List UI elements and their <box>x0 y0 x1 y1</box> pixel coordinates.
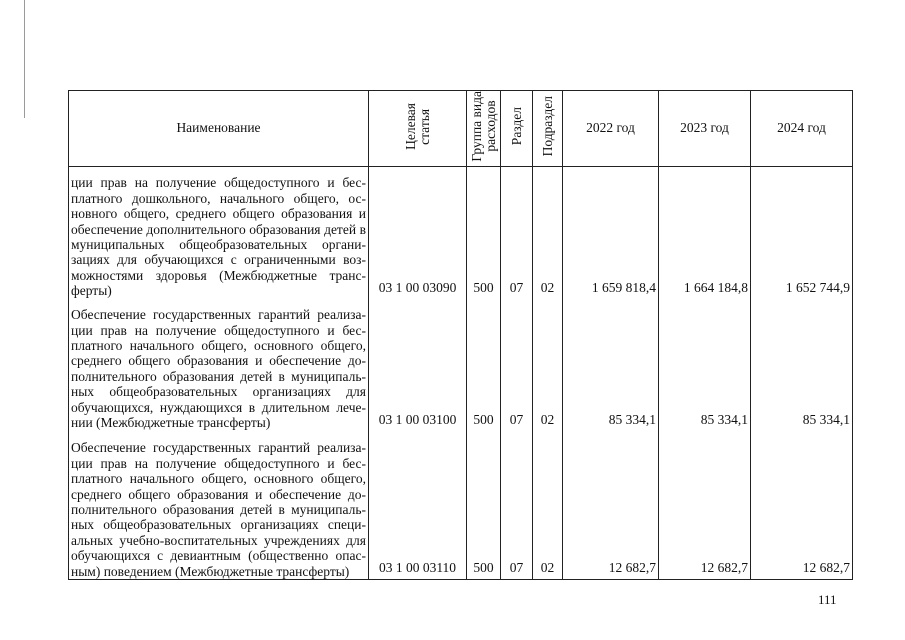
row-2023: 1 664 184,8 <box>659 166 751 298</box>
row-name: Обеспечение государственных гарантий реализации прав на получение общедоступного и бесплатного начального общего, основного общего, среднего общего образования и обеспечение дополнительного образования детей в муниципальных общеобразовательных организациях специальных учебно-воспитательных учреждениях для обучающихся с девиантным (общественно опасным) поведением (Межбюджетные трансферты) <box>69 431 369 580</box>
row-2024: 1 652 744,9 <box>751 166 853 298</box>
row-2022: 1 659 818,4 <box>563 166 659 298</box>
row-name: ции прав на получение общедоступного и бесплатного дошкольного, начального общего, основного общего, среднего общего образования и обеспечение дополнительного образования детей в муниципальных общеобразовательных организациях для обучающихся с ограниченными возможностями здоровья (Межбюджетные трансферты) <box>69 166 369 298</box>
header-row <box>69 91 853 167</box>
header-2022: 2022 год <box>563 91 659 167</box>
row-2023: 12 682,7 <box>659 431 751 580</box>
header-target-label: Целевая статья <box>402 102 432 150</box>
row-section: 07 <box>501 166 533 298</box>
header-expense-group <box>467 91 501 167</box>
row-section: 07 <box>501 299 533 431</box>
row-target: 03 1 00 03100 <box>369 299 467 431</box>
table-row <box>69 431 853 580</box>
row-2024: 85 334,1 <box>751 299 853 431</box>
row-group: 500 <box>467 299 501 431</box>
row-name: Обеспечение государственных гарантий реализации прав на получение общедоступного и бесплатного начального общего, основного общего, среднего общего образования и обеспечение дополнительного образования детей в муниципальных общеобразовательных организациях для обучающихся, нуждающихся в длительном лечении (Межбюджетные трансферты) <box>69 299 369 431</box>
row-target: 03 1 00 03090 <box>369 166 467 298</box>
header-2023: 2023 год <box>659 91 751 167</box>
header-subsection <box>533 91 563 167</box>
table-row <box>69 299 853 431</box>
budget-table <box>68 90 853 580</box>
row-2024: 12 682,7 <box>751 431 853 580</box>
header-2024: 2024 год <box>751 91 853 167</box>
page-edge-line <box>24 0 25 118</box>
row-subsection: 02 <box>533 299 563 431</box>
page-number: 111 <box>818 592 837 607</box>
header-section-label: Раздел <box>508 107 524 146</box>
row-target: 03 1 00 03110 <box>369 431 467 580</box>
row-2023: 85 334,1 <box>659 299 751 431</box>
row-subsection: 02 <box>533 431 563 580</box>
row-2022: 12 682,7 <box>563 431 659 580</box>
header-expense-group-label: Группа вида расходов <box>468 91 498 162</box>
header-section <box>501 91 533 167</box>
row-group: 500 <box>467 166 501 298</box>
header-target <box>369 91 467 167</box>
header-subsection-label: Подраздел <box>539 96 555 157</box>
row-subsection: 02 <box>533 166 563 298</box>
header-name: Наименование <box>69 91 369 167</box>
row-2022: 85 334,1 <box>563 299 659 431</box>
row-group: 500 <box>467 431 501 580</box>
row-section: 07 <box>501 431 533 580</box>
table-row <box>69 166 853 298</box>
